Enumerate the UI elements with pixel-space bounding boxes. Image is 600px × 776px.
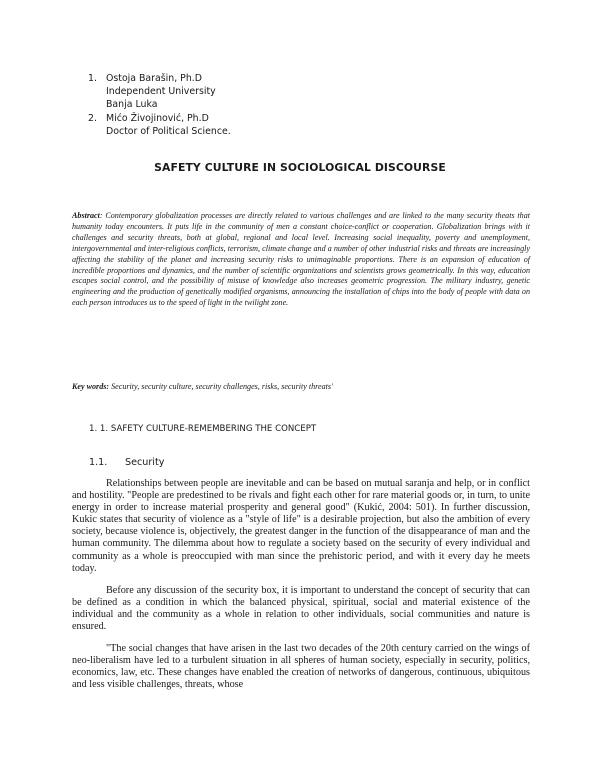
paragraph: Relationships between people are inevitable and can be based on mutual saranja and help, or in conflict and hostility. "People are predestined to be rivals and fight each other for rare material goods or, in turn, to unite energy in order to increase material prosperity and general good" (Kukić, 2004: 501). In further discussion, Kukic states that security of violence as a "style of life" is a desirable projection, but also the ambition of every society, because violence is, objectively, the greatest danger in the function of the disappearance of man and the human community. The dilemma about how to regulate a society based on the security of every individual and community as a whole is preoccupied with man since the prehistoric period, and with it every day he meets today. — [72, 478, 530, 574]
author-affiliation: Doctor of Political Science. — [106, 125, 231, 137]
author-number: 2. — [88, 112, 97, 124]
author-location: Banja Luka — [106, 99, 158, 111]
subsection-heading — [89, 457, 164, 468]
subsection-title: Security — [125, 457, 165, 468]
abstract — [72, 211, 530, 309]
author-affiliation: Independent University — [106, 86, 216, 98]
paper-title: SAFETY CULTURE IN SOCIOLOGICAL DISCOURSE — [154, 161, 446, 174]
paragraph: "The social changes that have arisen in the last two decades of the 20th century carried on the wings of neo-liberalism have led to a turbulent situation in all spheres of human society, especially in security, politics, economics, law, etc. These changes have enabled the creation of networks of dangerous, continuous, ubiquitous and less visible challenges, threats, whose — [72, 643, 530, 691]
author-name: Ostoja Barašin, Ph.D — [106, 73, 202, 84]
subsection-number: 1.1. — [89, 457, 108, 468]
author-item — [88, 72, 231, 112]
paragraph: Before any discussion of the security box, it is important to understand the concept of security that can be defined as a condition in which the balanced physical, spiritual, social and material existence of the individual and the community as a whole in relation to other individuals, social communities and nature is ensured. — [72, 584, 530, 633]
author-list — [88, 72, 231, 138]
keywords — [72, 382, 530, 391]
body-text — [72, 478, 530, 702]
abstract-text: : Contemporary globalization processes are directly related to various challenges and are linked to the many security theats that humanity today encounters. It puts life in the community of men a constant choice-conflict or cooperation. Globalization brings with it challenges and security threats, both at global, regional and local level. Increasing social inequality, poverty and unemployment, intergovernmental and inter-religious conflicts, terrorism, climate change and a number of other industrial risks and threats are increasingly affecting the stability of the planet and increasing security risks to unimaginable proportions. There is an expansion of education of incredible proportions and dynamics, and the number of scientific organizations and scientists grows geometrically. In this way, education escapes social control, and the possibility of misuse of knowledge also increases geometric progression. The military industry, genetic engineering and the production of genetically modified organisms, announcing the installation of chips into the body of people with data on each person introduces us to the speed of light in the twilight zone. — [72, 211, 530, 308]
author-item — [88, 112, 231, 138]
author-number: 1. — [88, 73, 97, 84]
author-name: Mićo Živojinović, Ph.D — [106, 112, 209, 124]
abstract-label: Abstract — [72, 211, 100, 220]
keywords-label: Key words: — [72, 382, 110, 391]
section-heading: 1. 1. SAFETY CULTURE-REMEMBERING THE CONCEPT — [89, 424, 317, 434]
keywords-text: Security, security culture, security challenges, risks, security threats' — [109, 382, 333, 391]
